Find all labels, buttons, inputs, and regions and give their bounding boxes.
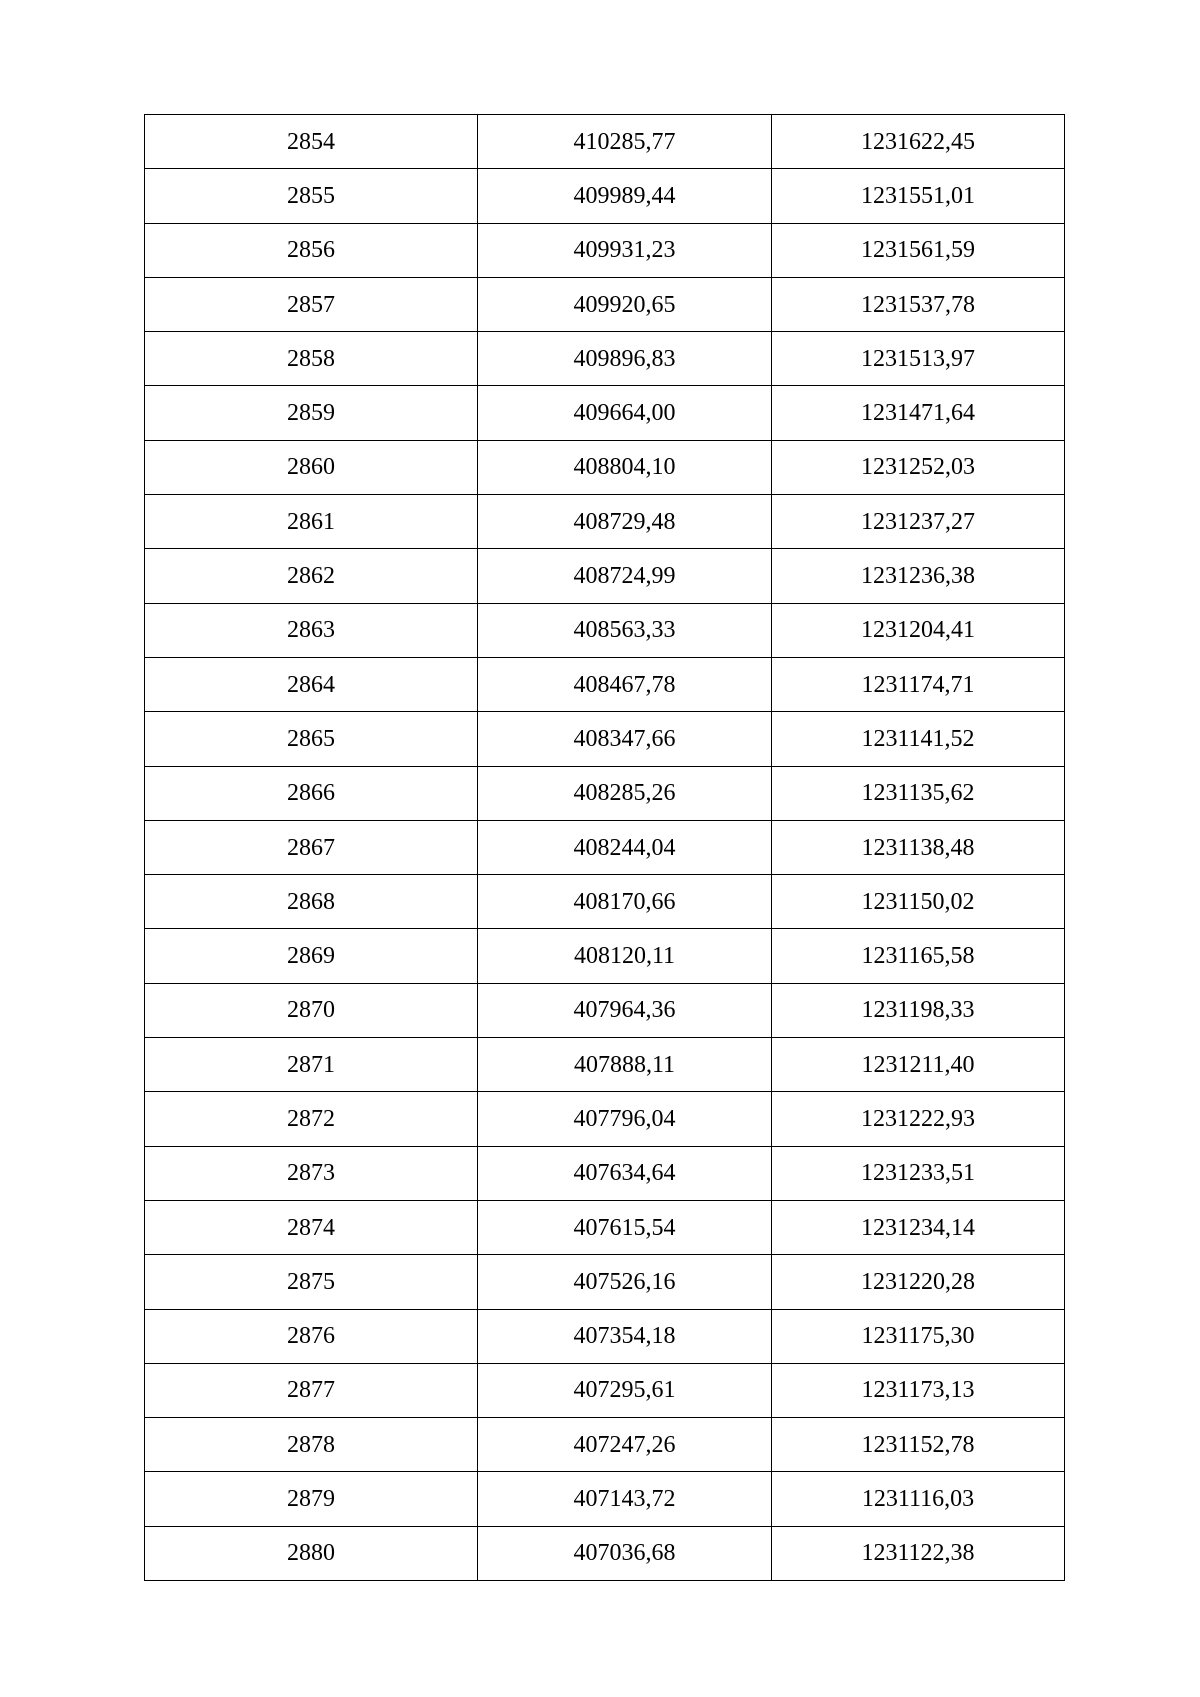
y-coordinate-cell: 1231211,40 (772, 1038, 1065, 1092)
x-coordinate-cell: 409896,83 (478, 332, 772, 386)
x-coordinate-cell: 407796,04 (478, 1092, 772, 1146)
x-coordinate-cell: 407036,68 (478, 1526, 772, 1580)
y-coordinate-cell: 1231471,64 (772, 386, 1065, 440)
table-row (145, 495, 1065, 549)
table-row (145, 169, 1065, 223)
table-row (145, 332, 1065, 386)
table-row (145, 549, 1065, 603)
x-coordinate-cell: 407615,54 (478, 1200, 772, 1254)
y-coordinate-cell: 1231152,78 (772, 1418, 1065, 1472)
point-number-cell: 2863 (145, 603, 478, 657)
x-coordinate-cell: 409920,65 (478, 277, 772, 331)
y-coordinate-cell: 1231174,71 (772, 657, 1065, 711)
table-row (145, 820, 1065, 874)
point-number-cell: 2878 (145, 1418, 478, 1472)
point-number-cell: 2866 (145, 766, 478, 820)
y-coordinate-cell: 1231252,03 (772, 440, 1065, 494)
x-coordinate-cell: 407247,26 (478, 1418, 772, 1472)
point-number-cell: 2872 (145, 1092, 478, 1146)
x-coordinate-cell: 408729,48 (478, 495, 772, 549)
point-number-cell: 2854 (145, 115, 478, 169)
point-number-cell: 2860 (145, 440, 478, 494)
x-coordinate-cell: 407888,11 (478, 1038, 772, 1092)
point-number-cell: 2870 (145, 983, 478, 1037)
x-coordinate-cell: 408285,26 (478, 766, 772, 820)
point-number-cell: 2877 (145, 1363, 478, 1417)
y-coordinate-cell: 1231141,52 (772, 712, 1065, 766)
point-number-cell: 2874 (145, 1200, 478, 1254)
table-row (145, 1363, 1065, 1417)
y-coordinate-cell: 1231513,97 (772, 332, 1065, 386)
y-coordinate-cell: 1231150,02 (772, 875, 1065, 929)
y-coordinate-cell: 1231175,30 (772, 1309, 1065, 1363)
x-coordinate-cell: 407634,64 (478, 1146, 772, 1200)
table-row (145, 1309, 1065, 1363)
point-number-cell: 2867 (145, 820, 478, 874)
table-row (145, 875, 1065, 929)
x-coordinate-cell: 407295,61 (478, 1363, 772, 1417)
y-coordinate-cell: 1231561,59 (772, 223, 1065, 277)
y-coordinate-cell: 1231537,78 (772, 277, 1065, 331)
table-row (145, 712, 1065, 766)
table-row (145, 603, 1065, 657)
table-row (145, 1146, 1065, 1200)
table-row (145, 115, 1065, 169)
x-coordinate-cell: 410285,77 (478, 115, 772, 169)
y-coordinate-cell: 1231234,14 (772, 1200, 1065, 1254)
table-row (145, 1200, 1065, 1254)
y-coordinate-cell: 1231622,45 (772, 115, 1065, 169)
x-coordinate-cell: 408170,66 (478, 875, 772, 929)
table-row (145, 657, 1065, 711)
x-coordinate-cell: 408467,78 (478, 657, 772, 711)
point-number-cell: 2876 (145, 1309, 478, 1363)
y-coordinate-cell: 1231135,62 (772, 766, 1065, 820)
point-number-cell: 2880 (145, 1526, 478, 1580)
x-coordinate-cell: 407354,18 (478, 1309, 772, 1363)
y-coordinate-cell: 1231222,93 (772, 1092, 1065, 1146)
table-row (145, 386, 1065, 440)
y-coordinate-cell: 1231551,01 (772, 169, 1065, 223)
x-coordinate-cell: 408244,04 (478, 820, 772, 874)
table-row (145, 1092, 1065, 1146)
coordinates-table-body (145, 115, 1065, 1581)
point-number-cell: 2868 (145, 875, 478, 929)
point-number-cell: 2857 (145, 277, 478, 331)
y-coordinate-cell: 1231173,13 (772, 1363, 1065, 1417)
point-number-cell: 2873 (145, 1146, 478, 1200)
point-number-cell: 2871 (145, 1038, 478, 1092)
table-row (145, 1038, 1065, 1092)
point-number-cell: 2861 (145, 495, 478, 549)
point-number-cell: 2858 (145, 332, 478, 386)
point-number-cell: 2864 (145, 657, 478, 711)
y-coordinate-cell: 1231220,28 (772, 1255, 1065, 1309)
y-coordinate-cell: 1231237,27 (772, 495, 1065, 549)
point-number-cell: 2855 (145, 169, 478, 223)
y-coordinate-cell: 1231233,51 (772, 1146, 1065, 1200)
point-number-cell: 2879 (145, 1472, 478, 1526)
x-coordinate-cell: 409931,23 (478, 223, 772, 277)
coordinates-table (144, 114, 1065, 1581)
x-coordinate-cell: 408724,99 (478, 549, 772, 603)
table-row (145, 1418, 1065, 1472)
table-row (145, 440, 1065, 494)
x-coordinate-cell: 408563,33 (478, 603, 772, 657)
table-row (145, 929, 1065, 983)
table-row (145, 1255, 1065, 1309)
table-row (145, 1472, 1065, 1526)
y-coordinate-cell: 1231236,38 (772, 549, 1065, 603)
table-row (145, 1526, 1065, 1580)
y-coordinate-cell: 1231116,03 (772, 1472, 1065, 1526)
table-row (145, 766, 1065, 820)
x-coordinate-cell: 407964,36 (478, 983, 772, 1037)
point-number-cell: 2859 (145, 386, 478, 440)
x-coordinate-cell: 407526,16 (478, 1255, 772, 1309)
point-number-cell: 2856 (145, 223, 478, 277)
x-coordinate-cell: 408120,11 (478, 929, 772, 983)
point-number-cell: 2862 (145, 549, 478, 603)
table-row (145, 983, 1065, 1037)
y-coordinate-cell: 1231198,33 (772, 983, 1065, 1037)
y-coordinate-cell: 1231204,41 (772, 603, 1065, 657)
point-number-cell: 2865 (145, 712, 478, 766)
y-coordinate-cell: 1231165,58 (772, 929, 1065, 983)
point-number-cell: 2869 (145, 929, 478, 983)
y-coordinate-cell: 1231138,48 (772, 820, 1065, 874)
x-coordinate-cell: 409664,00 (478, 386, 772, 440)
x-coordinate-cell: 408347,66 (478, 712, 772, 766)
x-coordinate-cell: 408804,10 (478, 440, 772, 494)
x-coordinate-cell: 409989,44 (478, 169, 772, 223)
y-coordinate-cell: 1231122,38 (772, 1526, 1065, 1580)
table-row (145, 277, 1065, 331)
x-coordinate-cell: 407143,72 (478, 1472, 772, 1526)
table-row (145, 223, 1065, 277)
point-number-cell: 2875 (145, 1255, 478, 1309)
